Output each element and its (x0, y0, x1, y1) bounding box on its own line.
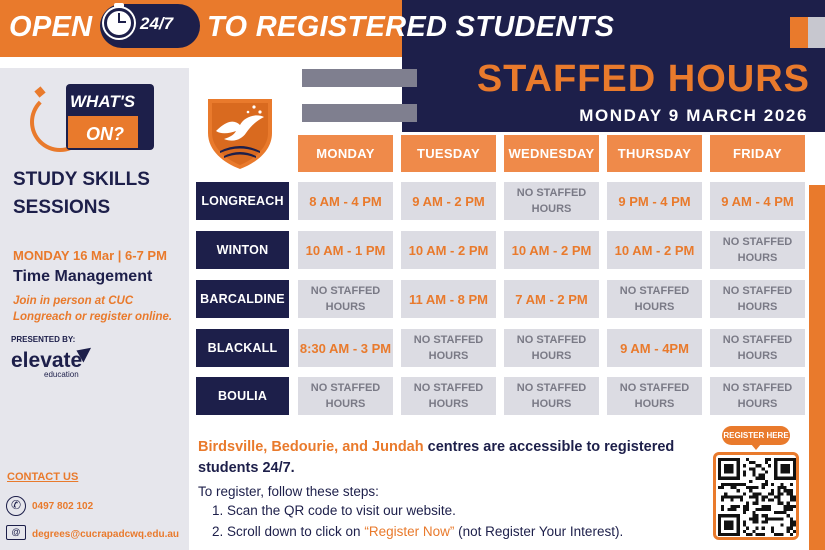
university-logo (202, 95, 278, 171)
hours-cell (607, 377, 702, 415)
hours-cell (710, 329, 805, 367)
contact-title: CONTACT US (7, 471, 79, 483)
event-info: Join in person at CUC Longreach or register online. (13, 295, 173, 323)
location-barcaldine: BARCALDINE (196, 280, 289, 318)
hours-text: NO STAFFED HOURS (310, 382, 381, 410)
day-header-thursday: THURSDAY (607, 135, 702, 172)
location-boulia: BOULIA (196, 377, 289, 415)
hours-text: NO STAFFED HOURS (516, 334, 587, 362)
hours-cell (298, 280, 393, 318)
hours-text: 9 AM - 4 PM (721, 193, 794, 209)
event-date: MONDAY 16 Mar | 6-7 PM (13, 248, 167, 263)
hours-cell (710, 280, 805, 318)
centres-rest: centres are accessible to registered students 24/7. (198, 439, 675, 476)
hours-cell (710, 231, 805, 269)
presented-by-label: PRESENTED BY: (11, 335, 76, 344)
sponsor-logo: elevate (11, 349, 83, 372)
sponsor-logo-sub: education (44, 370, 79, 379)
schedule-date: MONDAY 9 MARCH 2026 (579, 106, 808, 125)
hours-cell (607, 280, 702, 318)
hours-text: 11 AM - 8 PM (409, 291, 488, 307)
location-blackall: BLACKALL (196, 329, 289, 367)
register-here-button[interactable]: REGISTER HERE (722, 426, 790, 445)
hours-text: 10 AM - 2 PM (614, 242, 695, 258)
hours-cell (401, 329, 496, 367)
hours-text: NO STAFFED HOURS (722, 236, 793, 264)
hours-cell (504, 329, 599, 367)
step2-text: 2. Scroll down to click on (212, 524, 365, 539)
hours-cell (298, 231, 393, 269)
hours-text: 8 AM - 4 PM (309, 193, 382, 209)
whats-on-line2: ON? (86, 124, 124, 144)
step2-text-end: (not Register Your Interest). (454, 524, 624, 539)
mail-icon: @ (6, 525, 26, 540)
hours-text: NO STAFFED HOURS (413, 334, 484, 362)
register-now-link[interactable]: “Register Now” (364, 524, 455, 539)
clock-text: 24/7 (140, 14, 174, 33)
hours-cell (504, 377, 599, 415)
hours-text: NO STAFFED HOURS (516, 382, 587, 410)
hours-text: 10 AM - 2 PM (511, 242, 592, 258)
banner-open-text: OPEN (9, 11, 93, 43)
hours-cell (401, 377, 496, 415)
register-step-2 (212, 524, 623, 540)
hours-text: NO STAFFED HOURS (722, 382, 793, 410)
hours-cell (504, 182, 599, 220)
day-header-monday: MONDAY (298, 135, 393, 172)
qr-code[interactable] (718, 458, 796, 536)
day-header-wednesday: WEDNESDAY (504, 135, 599, 172)
phone-icon: ✆ (6, 496, 26, 516)
hours-text: NO STAFFED HOURS (516, 187, 587, 215)
hours-text: 10 AM - 1 PM (305, 242, 386, 258)
centres-names: Birdsville, Bedourie, and Jundah (198, 439, 424, 455)
sessions-title: STUDY SKILLS SESSIONS (13, 169, 150, 218)
hours-cell (607, 182, 702, 220)
hours-text: NO STAFFED HOURS (619, 382, 690, 410)
hours-text: NO STAFFED HOURS (310, 285, 381, 313)
register-step-1: 1. Scan the QR code to visit our website. (212, 503, 456, 518)
hours-cell (504, 231, 599, 269)
hours-text: NO STAFFED HOURS (722, 334, 793, 362)
hours-cell (710, 182, 805, 220)
hours-text: NO STAFFED HOURS (413, 382, 484, 410)
hours-cell (401, 182, 496, 220)
event-name: Time Management (13, 268, 153, 285)
hours-cell (401, 231, 496, 269)
right-accent-stripe (809, 185, 825, 550)
contact-email[interactable]: degrees@cucrapadcwq.edu.au (32, 529, 180, 540)
hours-cell (401, 280, 496, 318)
hours-cell (298, 182, 393, 220)
contact-phone[interactable]: 0497 802 102 (32, 501, 94, 512)
decorative-bar (302, 69, 417, 87)
hours-cell (298, 377, 393, 415)
decorative-bar (302, 104, 417, 122)
hours-cell (504, 280, 599, 318)
register-intro: To register, follow these steps: (198, 484, 379, 499)
hours-text: 8:30 AM - 3 PM (299, 340, 392, 356)
day-header-friday: FRIDAY (710, 135, 805, 172)
location-longreach: LONGREACH (196, 182, 289, 220)
register-button-pointer (751, 444, 761, 450)
hours-text: 9 PM - 4 PM (618, 193, 691, 209)
hours-cell (607, 329, 702, 367)
clock-hand (118, 21, 126, 23)
whats-on-line1: WHAT'S (70, 92, 136, 111)
hours-cell (607, 231, 702, 269)
hours-text: 10 AM - 2 PM (408, 242, 489, 258)
hours-cell (298, 329, 393, 367)
page-title: STAFFED HOURS (476, 58, 810, 100)
hours-text: NO STAFFED HOURS (722, 285, 793, 313)
centres-info (198, 437, 718, 479)
corner-accent-grey (808, 17, 825, 48)
hours-cell (710, 377, 805, 415)
hours-text: NO STAFFED HOURS (619, 285, 690, 313)
banner-registered-text: TO REGISTERED STUDENTS (207, 11, 615, 43)
hours-text: 7 AM - 2 PM (515, 291, 588, 307)
hours-text: 9 AM - 2 PM (412, 193, 485, 209)
location-winton: WINTON (196, 231, 289, 269)
day-header-tuesday: TUESDAY (401, 135, 496, 172)
hours-text: 9 AM - 4PM (620, 340, 689, 356)
